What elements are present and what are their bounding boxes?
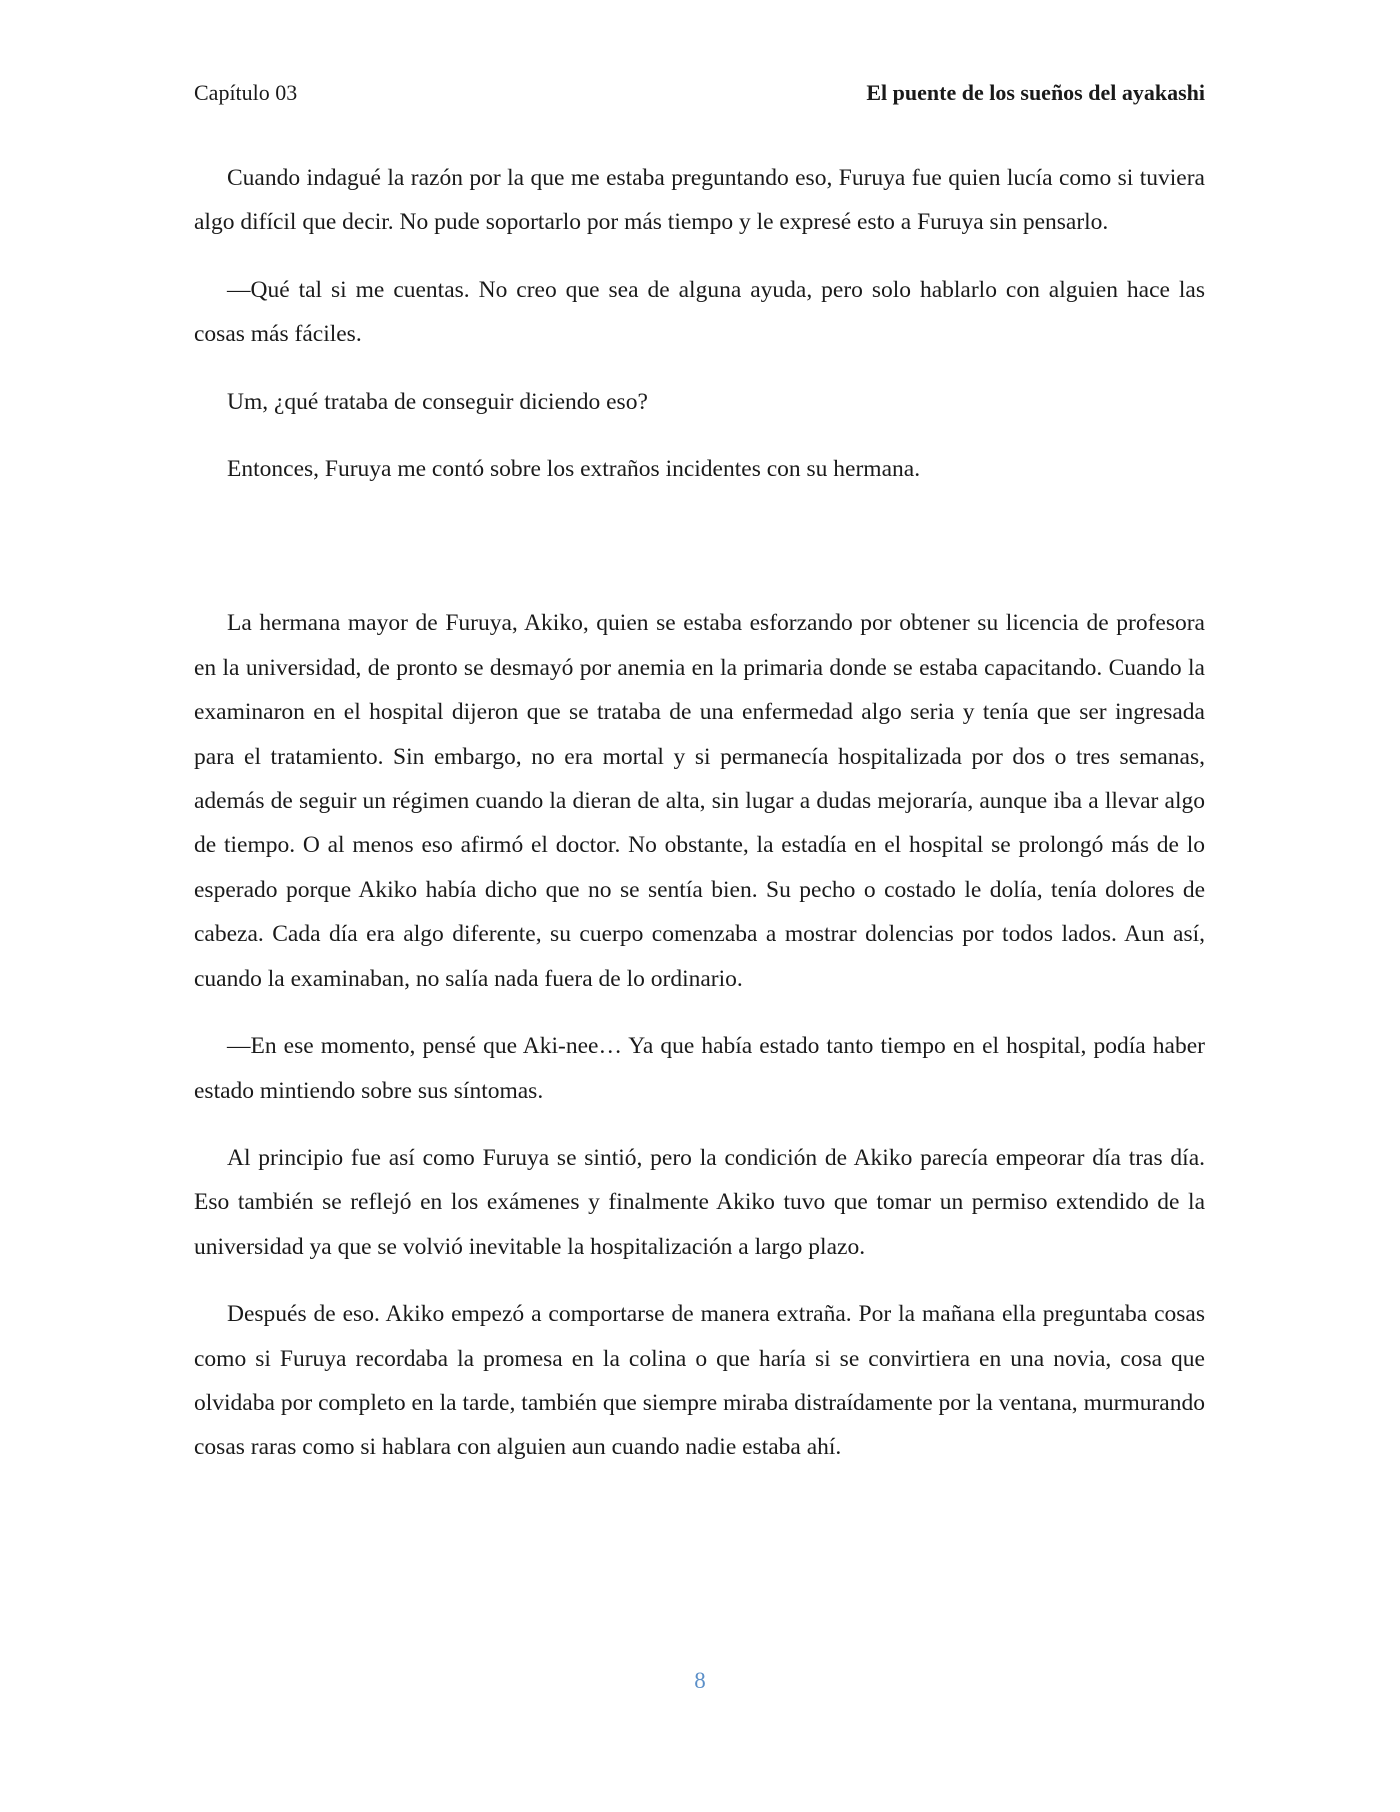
paragraph: Um, ¿qué trataba de conseguir diciendo eso? xyxy=(227,388,648,415)
book-title: El puente de los sueños del ayakashi xyxy=(866,80,1205,105)
paragraph: Entonces, Furuya me contó sobre los extraños incidentes con su hermana. xyxy=(227,456,921,483)
paragraph: Después de eso. Akiko empezó a comportarse de manera extraña. Por la mañana ella preguntaba cosas como si Furuya recordaba la promesa en la colina o que haría si se convirtiera en una novia, cosa que olvidaba por completo en la tarde, también que siempre miraba distraídamente por la ventana, murmurando cosas raras como si hablara con alguien aun cuando nadie estaba ahí. xyxy=(194,1301,1205,1461)
paragraph: Al principio fue así como Furuya se sintió, pero la condición de Akiko parecía empeorar día tras día. Eso también se reflejó en los exámenes y finalmente Akiko tuvo que tomar un permiso extendido de la universidad ya que se volvió inevitable la hospitalización a largo plazo. xyxy=(194,1144,1205,1260)
running-header xyxy=(194,80,1205,114)
chapter-label: Capítulo 03 xyxy=(194,80,298,105)
paragraph: La hermana mayor de Furuya, Akiko, quien se estaba esforzando por obtener su licencia de profesora en la universidad, de pronto se desmayó por anemia en la primaria donde se estaba capacitando. Cuando la examinaron en el hospital dijeron que se trataba de una enfermedad algo seria y tenía que ser ingresada para el tratamiento. Sin embargo, no era mortal y si permanecía hospitalizada por dos o tres semanas, además de seguir un régimen cuando la dieran de alta, sin lugar a dudas mejoraría, aunque iba a llevar algo de tiempo. O al menos eso afirmó el doctor. No obstante, la estadía en el hospital se prolongó más de lo esperado porque Akiko había dicho que no se sentía bien. Su pecho o costado le dolía, tenía dolores de cabeza. Cada día era algo diferente, su cuerpo comenzaba a mostrar dolencias por todos lados. Aun así, cuando la examinaban, no salía nada fuera de lo ordinario. xyxy=(194,610,1205,992)
page-number: 8 xyxy=(694,1668,706,1693)
paragraph: —Qué tal si me cuentas. No creo que sea de alguna ayuda, pero solo hablarlo con alguien hace las cosas más fáciles. xyxy=(194,276,1205,348)
paragraph: Cuando indagué la razón por la que me estaba preguntando eso, Furuya fue quien lucía como si tuviera algo difícil que decir. No pude soportarlo por más tiempo y le expresé esto a Furuya sin pensarlo. xyxy=(194,165,1205,236)
body-text xyxy=(194,156,1205,1493)
paragraph: —En ese momento, pensé que Aki-nee… Ya que había estado tanto tiempo en el hospital, podía haber estado mintiendo sobre sus síntomas. xyxy=(194,1033,1205,1104)
